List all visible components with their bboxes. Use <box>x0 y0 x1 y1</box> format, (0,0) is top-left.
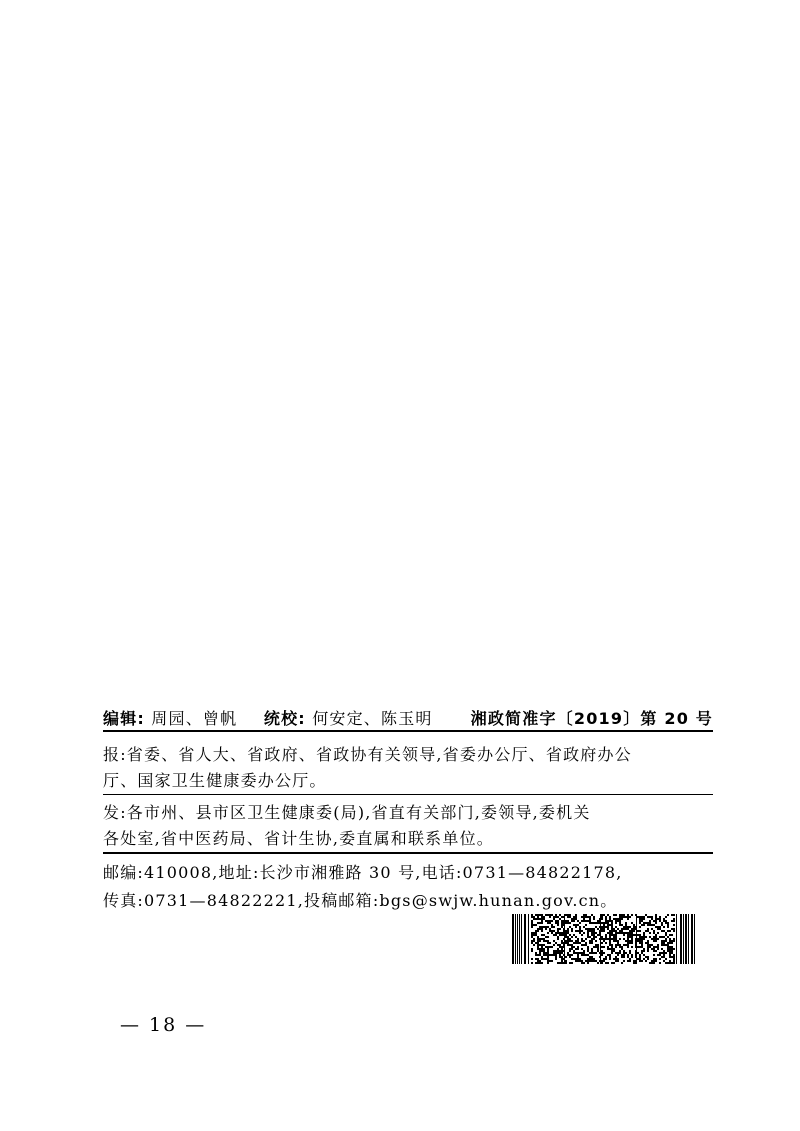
editors-names: 周园、曾帆 <box>151 709 238 728</box>
distribute-to-line-1: 发:各市州、县市区卫生健康委(局),省直有关部门,委领导,委机关 <box>103 803 591 822</box>
barcode-image <box>512 914 696 964</box>
contact-line-2: 传真:0731—84822221,投稿邮箱:bgs@swjw.hunan.gov.cn。 <box>103 891 618 910</box>
editors-label: 编辑: <box>103 709 145 728</box>
divider-middle-2 <box>103 852 713 854</box>
divider-top <box>103 730 713 732</box>
report-to-line-1: 报:省委、省人大、省政府、省政协有关领导,省委办公厅、省政府办公 <box>103 745 632 764</box>
colophon-row <box>103 706 713 729</box>
report-to-line-2: 厅、国家卫生健康委办公厅。 <box>103 771 327 790</box>
divider-middle-1 <box>103 794 713 795</box>
proofreaders-label: 统校: <box>263 709 306 728</box>
distribute-to-line-2: 各处室,省中医药局、省计生协,委直属和联系单位。 <box>103 829 494 848</box>
page-number: — 18 — <box>120 1014 207 1036</box>
document-number: 湘政简准字〔2019〕第 20 号 <box>470 709 713 728</box>
contact-line-1: 邮编:410008,地址:长沙市湘雅路 30 号,电话:0731—84822178, <box>103 863 623 882</box>
proofreaders-names: 何安定、陈玉明 <box>312 709 433 728</box>
